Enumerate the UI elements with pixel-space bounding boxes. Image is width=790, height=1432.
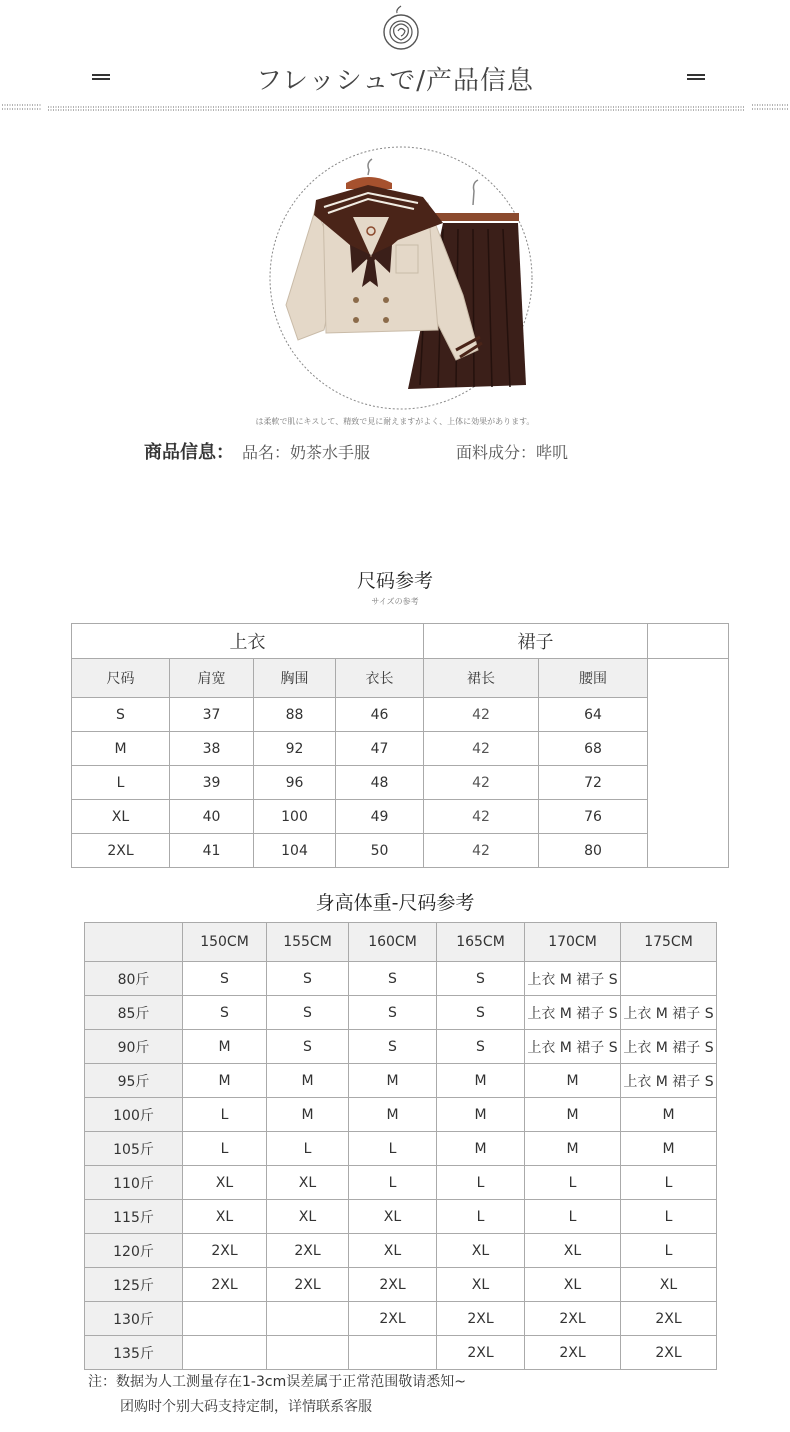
table-row [72,766,729,800]
column-header: 尺码 [72,659,170,698]
table-row [72,800,729,834]
weight-cell: 95斤 [85,1064,183,1098]
height-weight-body [85,962,717,1370]
weight-cell: 90斤 [85,1030,183,1064]
height-weight-table [84,922,717,1370]
table-row [85,1302,717,1336]
empty-cell [648,624,729,659]
table-row [85,1064,717,1098]
size-cell: M [72,732,170,766]
table-cell: 92 [254,732,336,766]
size-recommendation-cell: L [349,1166,437,1200]
table-row [85,1234,717,1268]
size-recommendation-cell: XL [267,1200,349,1234]
size-recommendation-cell: XL [437,1268,525,1302]
weight-cell: 100斤 [85,1098,183,1132]
size-recommendation-cell [349,1336,437,1370]
size-recommendation-cell: XL [437,1234,525,1268]
table-row [85,996,717,1030]
size-recommendation-cell: S [183,996,267,1030]
size-recommendation-cell: 2XL [525,1336,621,1370]
weight-cell: 105斤 [85,1132,183,1166]
size-recommendation-cell: S [437,1030,525,1064]
size-recommendation-cell: M [525,1064,621,1098]
size-recommendation-cell: L [621,1200,717,1234]
size-recommendation-cell: M [621,1098,717,1132]
size-recommendation-cell: XL [349,1234,437,1268]
height-header: 165CM [437,923,525,962]
weight-cell: 130斤 [85,1302,183,1336]
table-row [72,698,729,732]
size-recommendation-cell: L [621,1234,717,1268]
note-line-2: 团购时个别大码支持定制，详情联系客服 [120,1399,372,1415]
table-row [85,1336,717,1370]
size-recommendation-cell: XL [267,1166,349,1200]
table-cell: 42 [424,732,539,766]
size-recommendation-cell: L [349,1132,437,1166]
size-recommendation-cell: 2XL [437,1336,525,1370]
size-recommendation-cell: M [437,1132,525,1166]
size-recommendation-cell: 2XL [349,1302,437,1336]
table-row [72,732,729,766]
weight-cell: 125斤 [85,1268,183,1302]
column-header: 肩宽 [170,659,254,698]
group-skirt-header: 裙子 [424,624,648,659]
size-recommendation-cell: M [525,1098,621,1132]
size-recommendation-cell: S [267,1030,349,1064]
product-info-label: 商品信息： [144,442,234,463]
table-row [85,1030,717,1064]
empty-cell [648,659,729,868]
size-reference-title: 尺码参考 [356,570,433,592]
size-recommendation-cell [267,1336,349,1370]
table-cell: 50 [336,834,424,868]
product-caption: は柔軟で肌にキスして、精致で見に耐えますがよく、上体に効果があります。 [255,417,535,426]
table-row [85,1132,717,1166]
size-recommendation-cell: M [621,1132,717,1166]
size-recommendation-cell: XL [349,1200,437,1234]
size-recommendation-cell: 2XL [525,1302,621,1336]
height-header: 175CM [621,923,717,962]
table-cell: 72 [539,766,648,800]
size-recommendation-cell: S [267,962,349,996]
size-recommendation-cell: L [621,1166,717,1200]
table-cell: 46 [336,698,424,732]
product-fabric: 面料成分：哔叽 [456,443,569,462]
weight-cell: 120斤 [85,1234,183,1268]
size-recommendation-cell [183,1336,267,1370]
size-recommendation-cell: M [525,1132,621,1166]
size-recommendation-cell: L [267,1132,349,1166]
size-recommendation-cell: L [183,1098,267,1132]
size-recommendation-cell [621,962,717,996]
size-recommendation-cell: M [437,1098,525,1132]
size-recommendation-cell: 2XL [267,1234,349,1268]
size-recommendation-cell: M [183,1030,267,1064]
size-recommendation-cell: M [349,1098,437,1132]
size-recommendation-cell: S [349,962,437,996]
size-recommendation-cell [183,1302,267,1336]
note-line-1: 注：数据为人工测量存在1-3cm误差属于正常范围敬请悉知~ [88,1374,466,1390]
table-cell: 76 [539,800,648,834]
size-cell: XL [72,800,170,834]
size-recommendation-cell: L [437,1166,525,1200]
table-cell: 42 [424,698,539,732]
size-recommendation-cell: M [267,1064,349,1098]
table-cell: 38 [170,732,254,766]
size-recommendation-cell: L [437,1200,525,1234]
size-recommendation-cell: 上衣 M 裙子 S [525,996,621,1030]
size-recommendation-cell: M [349,1064,437,1098]
size-recommendation-cell: L [525,1166,621,1200]
table-cell: 42 [424,766,539,800]
table-cell: 88 [254,698,336,732]
table-cell: 80 [539,834,648,868]
group-top-header: 上衣 [72,624,424,659]
column-header: 裙长 [424,659,539,698]
table-cell: 48 [336,766,424,800]
size-recommendation-cell: 2XL [349,1268,437,1302]
height-header: 150CM [183,923,267,962]
size-recommendation-cell: S [267,996,349,1030]
size-recommendation-cell: L [525,1200,621,1234]
corner-cell [85,923,183,962]
height-header: 155CM [267,923,349,962]
table-cell: 41 [170,834,254,868]
weight-cell: 115斤 [85,1200,183,1234]
size-recommendation-cell: 上衣 M 裙子 S [621,996,717,1030]
size-recommendation-cell: M [267,1098,349,1132]
size-recommendation-cell: 上衣 M 裙子 S [525,962,621,996]
table-row [85,962,717,996]
product-image [268,145,534,411]
size-recommendation-cell: M [437,1064,525,1098]
page-title: フレッシュで/产品信息 [256,66,534,96]
size-recommendation-cell: M [183,1064,267,1098]
size-recommendation-cell: S [183,962,267,996]
size-recommendation-cell: 2XL [437,1302,525,1336]
height-header: 170CM [525,923,621,962]
size-recommendation-cell: XL [183,1166,267,1200]
size-recommendation-cell: 2XL [621,1302,717,1336]
weight-cell: 85斤 [85,996,183,1030]
weight-cell: 110斤 [85,1166,183,1200]
size-recommendation-cell: XL [525,1234,621,1268]
size-recommendation-cell: S [437,962,525,996]
size-recommendation-cell [267,1302,349,1336]
table-cell: 42 [424,834,539,868]
table-cell: 100 [254,800,336,834]
size-cell: S [72,698,170,732]
size-recommendation-cell: S [349,996,437,1030]
table-row [72,834,729,868]
column-header: 腰围 [539,659,648,698]
right-menu-icon [687,74,705,84]
weight-cell: 80斤 [85,962,183,996]
size-recommendation-cell: 2XL [183,1234,267,1268]
size-recommendation-cell: 2XL [621,1336,717,1370]
table-cell: 39 [170,766,254,800]
column-header: 胸围 [254,659,336,698]
size-recommendation-cell: L [183,1132,267,1166]
table-row [85,1098,717,1132]
height-weight-title: 身高体重-尺码参考 [315,892,475,914]
product-name: 品名：奶茶水手服 [242,443,371,462]
size-cell: L [72,766,170,800]
weight-cell: 135斤 [85,1336,183,1370]
size-recommendation-cell: XL [621,1268,717,1302]
table-cell: 37 [170,698,254,732]
dotted-divider [0,102,790,112]
size-recommendation-cell: XL [183,1200,267,1234]
table-cell: 49 [336,800,424,834]
table-cell: 68 [539,732,648,766]
rose-logo-icon [380,4,422,52]
size-table [71,623,729,868]
size-recommendation-cell: S [437,996,525,1030]
size-recommendation-cell: S [349,1030,437,1064]
table-cell: 40 [170,800,254,834]
column-header: 衣长 [336,659,424,698]
table-cell: 47 [336,732,424,766]
height-header: 160CM [349,923,437,962]
size-recommendation-cell: XL [525,1268,621,1302]
size-reference-subtitle: サイズの参考 [371,597,419,606]
size-recommendation-cell: 上衣 M 裙子 S [525,1030,621,1064]
table-row [85,1200,717,1234]
size-recommendation-cell: 上衣 M 裙子 S [621,1064,717,1098]
size-cell: 2XL [72,834,170,868]
table-cell: 96 [254,766,336,800]
table-cell: 104 [254,834,336,868]
size-recommendation-cell: 2XL [183,1268,267,1302]
table-row [85,1268,717,1302]
table-cell: 64 [539,698,648,732]
size-recommendation-cell: 上衣 M 裙子 S [621,1030,717,1064]
size-recommendation-cell: 2XL [267,1268,349,1302]
table-row [85,1166,717,1200]
table-cell: 42 [424,800,539,834]
